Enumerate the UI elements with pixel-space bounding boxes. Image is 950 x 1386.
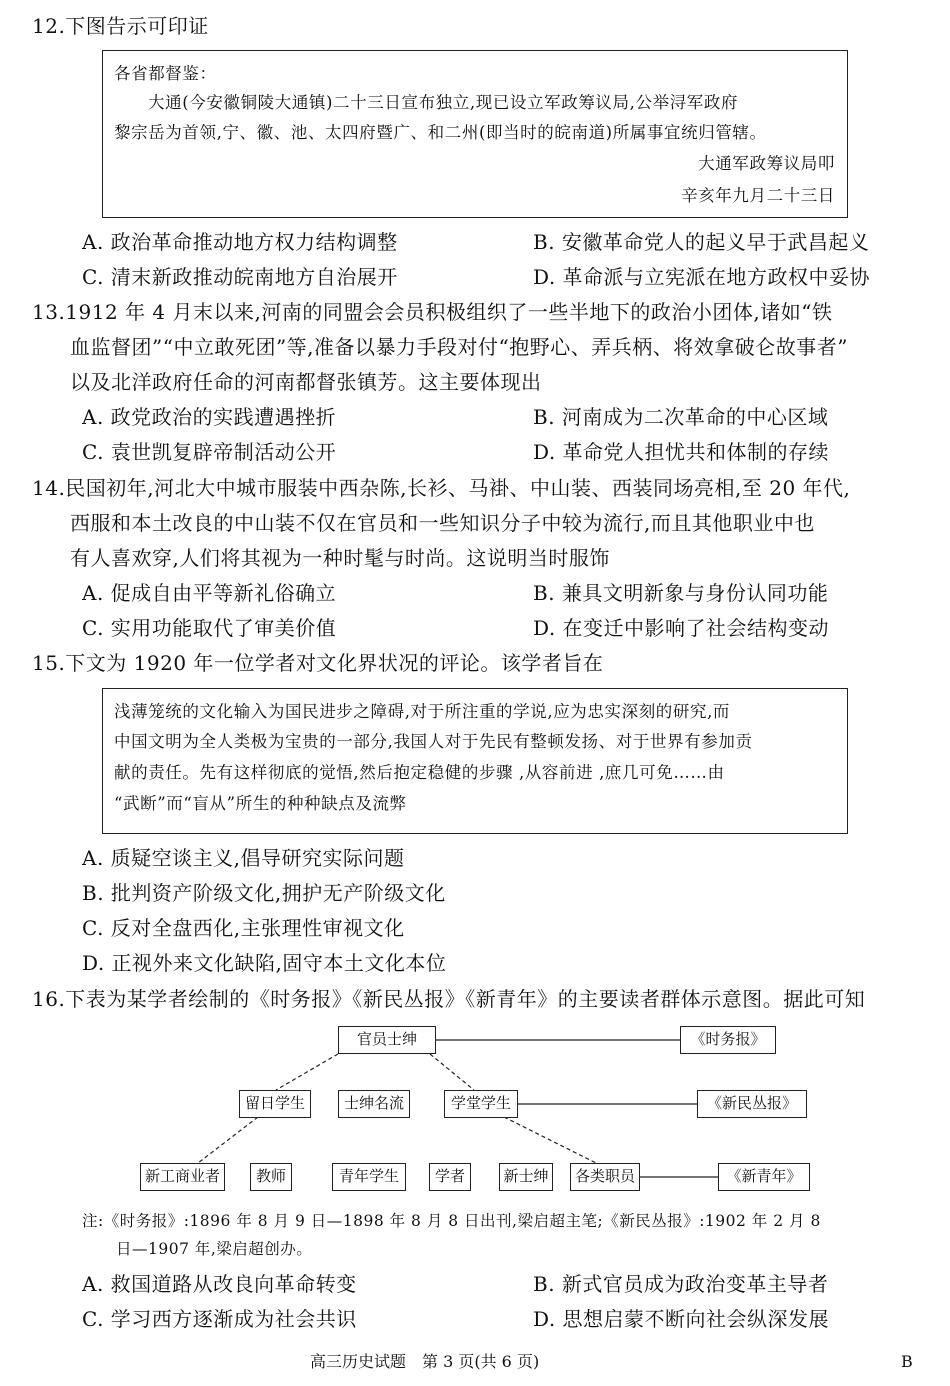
node-xinmin-congbao: 《新民丛报》 — [697, 1090, 807, 1118]
q15-stem: 15.下文为 1920 年一位学者对文化界状况的评论。该学者旨在 — [32, 651, 604, 675]
q15-quote-line: 献的责任。先有这样彻底的觉悟,然后抱定稳健的步骤 ,从容前进 ,庶几可免……由 — [114, 763, 725, 782]
node-officials-gentry: 官员士绅 — [338, 1026, 436, 1054]
q12-option-a: A. 政治革命推动地方权力结构调整 — [82, 230, 398, 254]
q12-notice-line: 黎宗岳为首领,宁、徽、池、太四府暨广、和二州(即当时的皖南道)所属事宜统归管辖。 — [114, 123, 767, 142]
node-clerks: 各类职员 — [570, 1163, 640, 1191]
q14-option-d: D. 在变迁中影响了社会结构变动 — [533, 616, 830, 640]
page-footer: 高三历史试题 第 3 页(共 6 页) — [310, 1352, 540, 1371]
q12-notice-signature: 大通军政筹议局叩 — [698, 154, 835, 173]
q12-option-d: D. 革命派与立宪派在地方政权中妥协 — [533, 265, 871, 289]
q16-note-line: 注:《时务报》:1896 年 8 月 9 日—1898 年 8 月 8 日出刊,梁启超主笔;《新民丛报》:1902 年 2 月 8 — [82, 1212, 821, 1230]
q16-option-d: D. 思想启蒙不断向社会纵深发展 — [533, 1307, 830, 1331]
q13-option-a: A. 政党政治的实践遭遇挫折 — [82, 405, 337, 429]
q15-option-c: C. 反对全盘西化,主张理性审视文化 — [82, 916, 405, 940]
node-young-students: 青年学生 — [332, 1163, 406, 1191]
connector-line — [430, 1054, 474, 1090]
q15-quote-line: “武断”而“盲从”所生的种种缺点及流弊 — [114, 794, 407, 813]
connector-line — [504, 1117, 596, 1163]
paper-version-label: B — [901, 1352, 913, 1371]
q15-option-b: B. 批判资产阶级文化,拥护无产阶级文化 — [82, 881, 446, 905]
node-xin-qingnian: 《新青年》 — [718, 1163, 810, 1191]
q15-quote-line: 浅薄笼统的文化输入为国民进步之障碍,对于所注重的学说,应为忠实深刻的研究,而 — [114, 702, 731, 721]
connector-line — [276, 1054, 338, 1090]
node-new-merchants: 新工商业者 — [140, 1163, 225, 1191]
q15-quote-line: 中国文明为全人类极为宝贵的一部分,我国人对于先民有整顿发扬、对于世界有参加贡 — [114, 732, 753, 751]
q12-notice-salutation: 各省都督鉴： — [114, 64, 217, 83]
q14-stem-line: 有人喜欢穿,人们将其视为一种时髦与时尚。这说明当时服饰 — [70, 546, 610, 570]
node-scholars: 学者 — [429, 1163, 471, 1191]
q16-option-b: B. 新式官员成为政治变革主导者 — [533, 1272, 829, 1296]
q16-option-a: A. 救国道路从改良向革命转变 — [82, 1272, 357, 1296]
node-gentry-notables: 士绅名流 — [338, 1090, 410, 1118]
node-japan-students: 留日学生 — [239, 1090, 311, 1118]
q14-stem-line: 西服和本土改良的中山装不仅在官员和一些知识分子中较为流行,而且其他职业中也 — [70, 511, 815, 535]
q16-option-c: C. 学习西方逐渐成为社会共识 — [82, 1307, 357, 1331]
q13-option-c: C. 袁世凯复辟帝制活动公开 — [82, 440, 337, 464]
q13-stem-line: 血监督团”“中立敢死团”等,准备以暴力手段对付“抱野心、弄兵柄、将效拿破仑故事者” — [70, 335, 848, 359]
q12-notice-line: 大通(今安徽铜陵大通镇)二十三日宣布独立,现已设立军政筹议局,公举浔军政府 — [148, 93, 739, 112]
q15-option-a: A. 质疑空谈主义,倡导研究实际问题 — [82, 846, 405, 870]
q14-option-c: C. 实用功能取代了审美价值 — [82, 616, 337, 640]
q13-stem-line: 以及北洋政府任命的河南都督张镇芳。这主要体现出 — [70, 370, 542, 394]
q12-option-b: B. 安徽革命党人的起义早于武昌起义 — [533, 230, 870, 254]
q13-option-d: D. 革命党人担忧共和体制的存续 — [533, 440, 830, 464]
node-shiwubao: 《时务报》 — [680, 1026, 776, 1054]
q12-notice-date: 辛亥年九月二十三日 — [681, 186, 835, 205]
q15-option-d: D. 正视外来文化缺陷,固守本土文化本位 — [82, 951, 447, 975]
node-school-students: 学堂学生 — [444, 1090, 518, 1118]
q12-stem: 12.下图告示可印证 — [32, 14, 209, 38]
node-teachers: 教师 — [250, 1163, 292, 1191]
q13-option-b: B. 河南成为二次革命的中心区域 — [533, 405, 829, 429]
q14-option-b: B. 兼具文明新象与身份认同功能 — [533, 581, 829, 605]
q16-note-line: 日—1907 年,梁启超创办。 — [116, 1240, 313, 1258]
node-new-gentry: 新士绅 — [499, 1163, 553, 1191]
q16-stem: 16.下表为某学者绘制的《时务报》《新民丛报》《新青年》的主要读者群体示意图。据此可知 — [32, 987, 866, 1011]
q14-option-a: A. 促成自由平等新礼俗确立 — [82, 581, 337, 605]
connector-line — [198, 1117, 258, 1163]
q14-stem-line: 14.民国初年,河北大中城市服装中西杂陈,长衫、马褂、中山装、西装同场亮相,至 20 年代, — [32, 476, 851, 500]
q13-stem-line: 13.1912 年 4 月末以来,河南的同盟会会员积极组织了一些半地下的政治小团体,诸如“铁 — [32, 300, 833, 324]
q12-option-c: C. 清末新政推动皖南地方自治展开 — [82, 265, 398, 289]
